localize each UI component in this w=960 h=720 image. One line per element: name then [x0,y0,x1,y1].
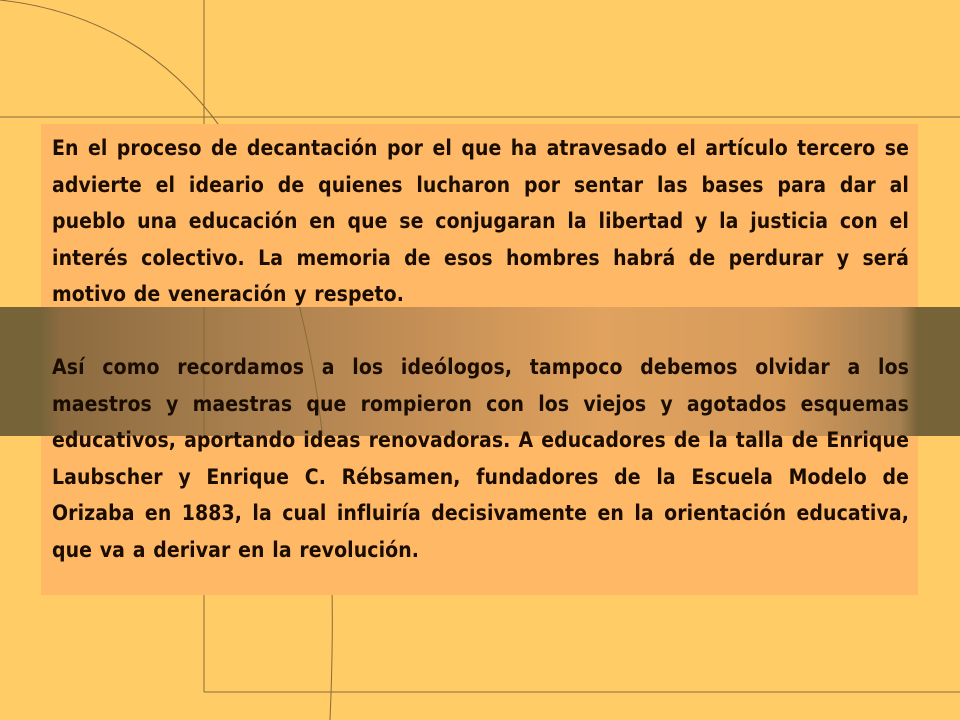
slide-text [52,130,909,568]
paragraph-1: En el proceso de decantación por el que ha atravesado el artículo tercero se advierte el ideario de quienes lucharon por sentar las bases para dar al pueblo una educación en que se conjugaran la libertad y la justicia con el interés colectivo. La memoria de esos hombres habrá de perdurar y será motivo de veneración y respeto. [52,136,909,306]
paragraph-2: Así como recordamos a los ideólogos, tampoco debemos olvidar a los maestros y maestras que rompieron con los viejos y agotados esquemas educativos, aportando ideas renovadoras. A educadores de la talla de Enrique Laubscher y Enrique C. Rébsamen, fundadores de la Escuela Modelo de Orizaba en 1883, la cual influiría decisivamente en la orientación educativa, que va a derivar en la revolución. [52,355,909,562]
